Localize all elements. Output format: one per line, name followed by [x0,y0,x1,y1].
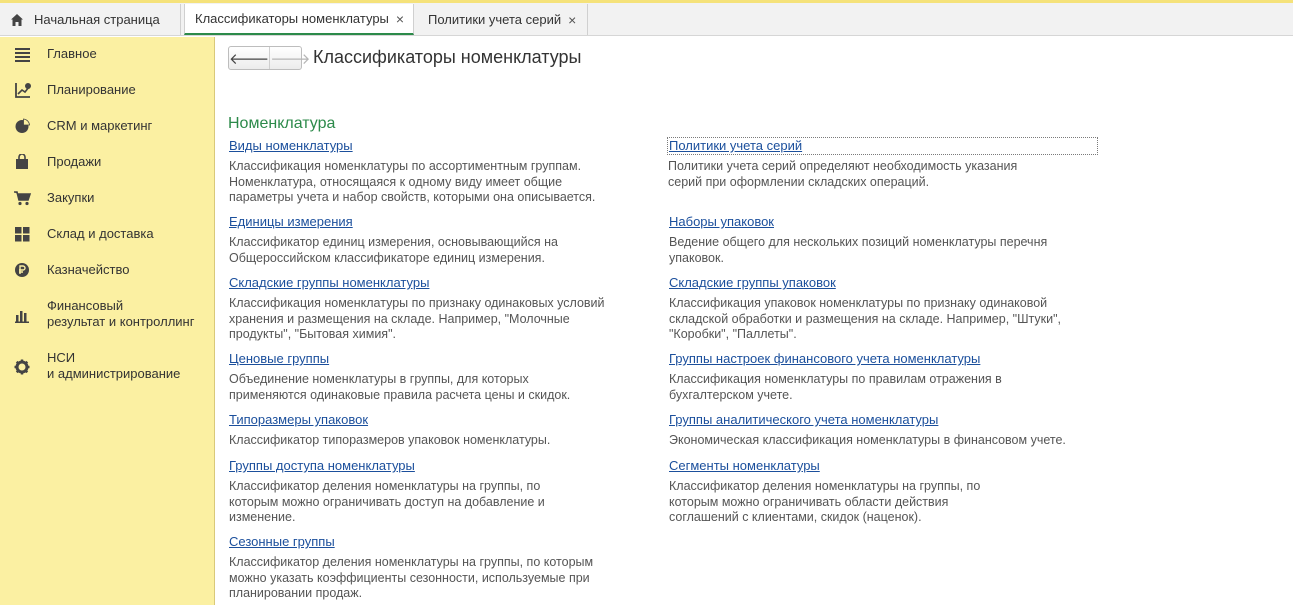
bar-chart-icon [14,307,32,323]
list-item [229,351,649,403]
warehouse-grid-icon [14,226,32,242]
link-package-sets[interactable]: Наборы упаковок [669,214,774,229]
home-icon [10,13,24,27]
section-title: Номенклатура [228,115,336,132]
sidebar-item-label: НСИ и администрирование [47,350,181,381]
gear-icon [14,359,32,375]
sidebar-item-warehouse[interactable] [0,226,215,242]
list-item [229,458,649,526]
link-access-groups[interactable]: Группы доступа номенклатуры [229,458,415,473]
link-warehouse-groups[interactable]: Складские группы номенклатуры [229,275,430,290]
tab-series-policies-label: Политики учета серий [428,12,562,27]
sidebar-item-main[interactable] [0,46,215,62]
sidebar-item-label: Продажи [47,154,102,169]
shopping-bag-icon [14,154,32,170]
link-seasonal-groups[interactable]: Сезонные группы [229,534,335,549]
sidebar-item-label: Финансовый результат и контроллинг [47,298,195,329]
forward-button[interactable]: 🡒 [270,50,311,68]
link-item-types[interactable]: Виды номенклатуры [229,138,353,153]
link-segments[interactable]: Сегменты номенклатуры [669,458,820,473]
sidebar-item-label: Склад и доставка [47,226,154,241]
link-package-sizes[interactable]: Типоразмеры упаковок [229,412,369,427]
nav-buttons [228,46,311,70]
item-description: Классификация номенклатуры по правилам отражения в бухгалтерском учете. [669,372,1002,402]
item-description: Объединение номенклатуры в группы, для которых применяются одинаковые правила расчета цены и скидок. [229,372,571,402]
list-item [229,214,649,266]
cart-icon [14,190,32,206]
sidebar-item-label: Казначейство [47,262,130,277]
tab-series-policies[interactable] [418,4,588,35]
sidebar-item-finance[interactable] [0,298,215,330]
sidebar-item-crm[interactable] [0,118,215,134]
main-content [216,37,1293,605]
item-description: Классификация упаковок номенклатуры по признаку одинаковой складской обработки и размещения на складе. Например, "Штуки", "Коробки", "Паллеты". [669,296,1062,341]
tab-classifiers[interactable] [184,4,414,35]
sidebar-item-label: Главное [47,46,97,61]
page-title: Классификаторы номенклатуры [313,47,582,67]
sidebar [0,37,215,605]
sidebar-item-purchases[interactable] [0,190,215,206]
item-description: Классификатор деления номенклатуры на группы, по которым можно ограничивать области действия соглашений с клиентами, скидок (наценок). [669,479,981,524]
close-icon[interactable]: × [568,11,577,28]
list-item [669,351,1109,403]
back-button[interactable]: 🡐 [229,47,270,69]
item-description: Политики учета серий определяют необходимость указания серий при оформлении складских операций. [668,159,1018,189]
ruble-coin-icon [14,262,32,278]
link-price-groups[interactable]: Ценовые группы [229,351,330,366]
item-description: Ведение общего для нескольких позиций номенклатуры перечня упаковок. [669,235,1048,265]
item-description: Классификация номенклатуры по ассортиментным группам. Номенклатура, относящаяся к одному виду имеет общие параметры учета и набор свойств, которыми она описывается. [229,159,596,204]
sidebar-item-admin[interactable] [0,350,215,382]
list-item [229,534,649,602]
link-package-warehouse-groups[interactable]: Складские группы упаковок [669,275,836,290]
tab-home[interactable] [0,4,181,35]
sidebar-item-label: CRM и маркетинг [47,118,153,133]
link-units[interactable]: Единицы измерения [229,214,353,229]
tab-bar [0,3,1293,36]
sidebar-item-label: Планирование [47,82,136,97]
list-item [669,214,1109,266]
item-description: Классификатор деления номенклатуры на группы, по которым можно ограничивать доступ на добавление и изменение. [229,479,545,524]
item-description: Классификатор деления номенклатуры на группы, по которым можно указать коэффициенты сезонности, используемые при планировании продаж. [229,555,594,600]
list-item [669,275,1109,343]
item-description: Классификация номенклатуры по признаку одинаковых условий хранения и размещения на складе. Например, "Молочные продукты", "Бытовая химия". [229,296,605,341]
sidebar-item-label: Закупки [47,190,95,205]
sidebar-item-planning[interactable] [0,82,215,98]
planning-chart-icon [14,82,32,98]
pie-chart-icon [14,118,32,134]
list-item [229,275,649,343]
tab-home-label: Начальная страница [34,12,160,27]
item-description: Классификатор типоразмеров упаковок номенклатуры. [229,433,551,447]
link-analytics-groups[interactable]: Группы аналитического учета номенклатуры [669,412,939,427]
item-description: Экономическая классификация номенклатуры в финансовом учете. [669,433,1066,447]
menu-lines-icon [14,46,32,62]
list-item [668,138,1108,190]
close-icon[interactable]: × [395,10,405,27]
sidebar-item-sales[interactable] [0,154,215,170]
list-item [229,412,649,449]
sidebar-item-treasury[interactable] [0,262,215,278]
link-series-policies[interactable]: Политики учета серий [668,138,1097,154]
link-financial-settings-groups[interactable]: Группы настроек финансового учета номенклатуры [669,351,981,366]
list-item [669,412,1109,449]
item-description: Классификатор единиц измерения, основывающийся на Общероссийском классификаторе единиц измерения. [229,235,558,265]
list-item [669,458,1109,526]
tab-classifiers-label: Классификаторы номенклатуры [195,11,389,26]
list-item [229,138,649,206]
